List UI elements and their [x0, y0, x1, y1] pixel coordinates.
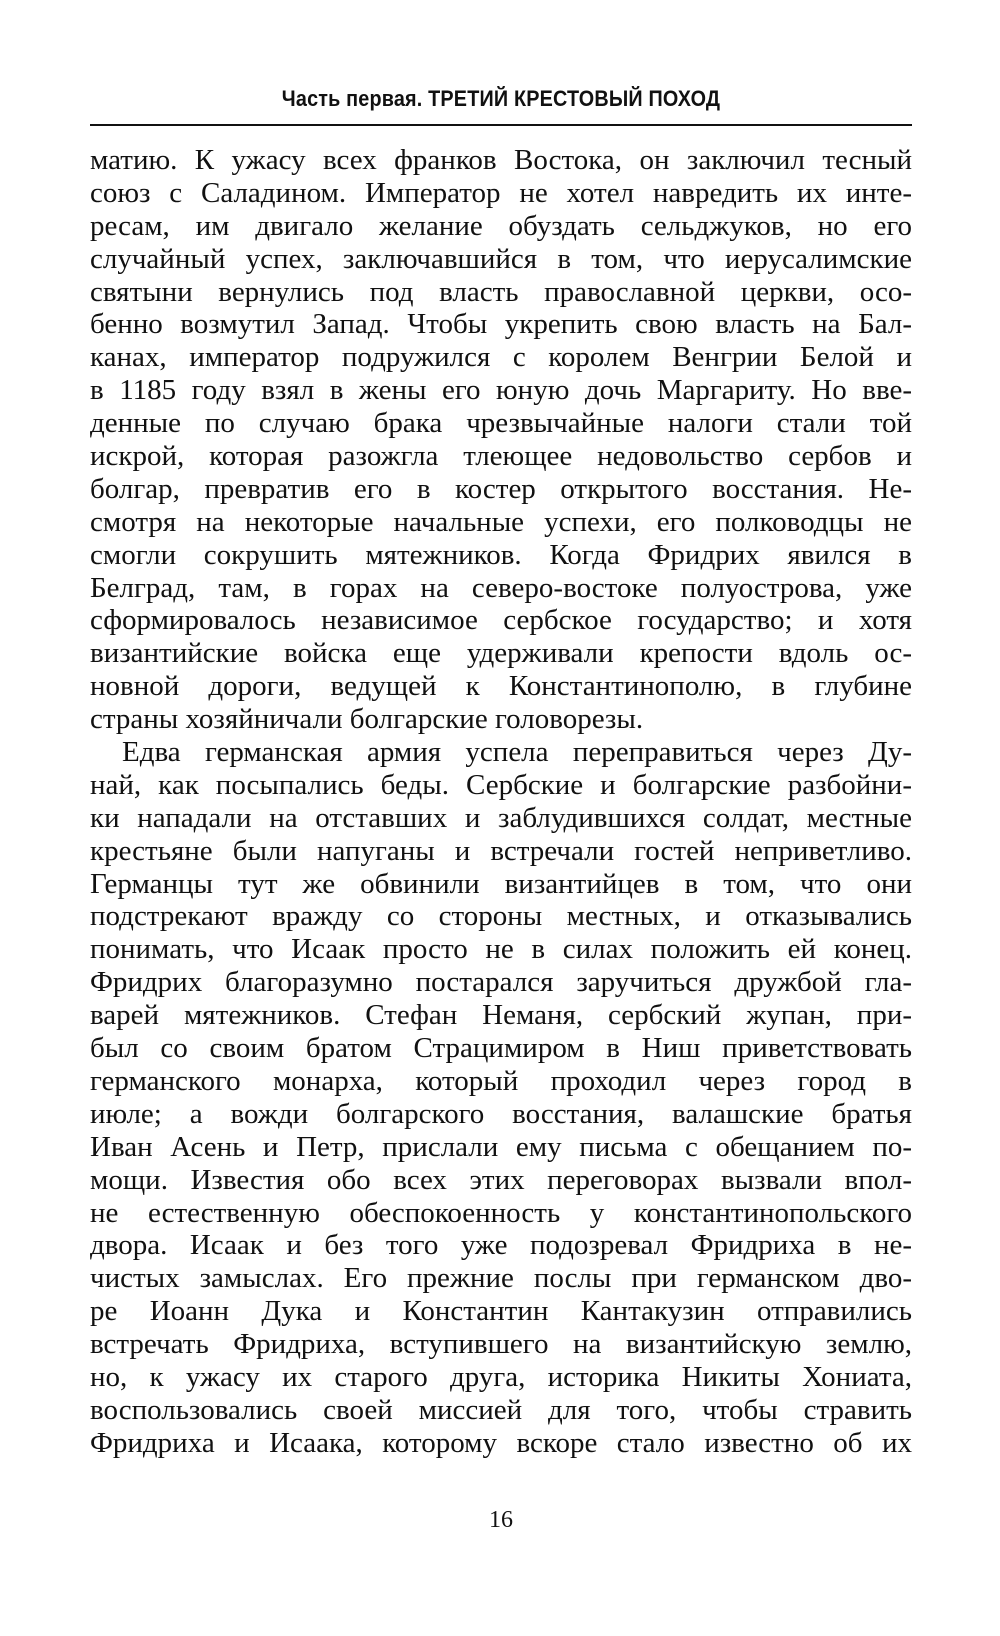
- text-line: двора. Исаак и без того уже подозревал Фридриха в не-: [90, 1229, 912, 1262]
- text-line: воспользовались своей миссией для того, чтобы стравить: [90, 1393, 912, 1426]
- text-line: ки нападали на отставших и заблудившихся солдат, местные: [90, 801, 912, 834]
- text-line: ресам, им двигало желание обуздать сельджуков, но его: [90, 209, 912, 242]
- running-header: Часть первая. ТРЕТИЙ КРЕСТОВЫЙ ПОХОД: [281, 86, 721, 111]
- text-line: Едва германская армия успела переправиться через Ду-: [122, 736, 912, 769]
- text-line: бенно возмутил Запад. Чтобы укрепить свою власть на Бал-: [90, 308, 912, 341]
- text-line: Фридриха и Исаака, которому вскоре стало известно об их: [90, 1426, 912, 1459]
- text-line: канах, император подружился с королем Венгрии Белой и: [90, 341, 912, 374]
- text-line: Иван Асень и Петр, прислали ему письма с обещанием по-: [90, 1130, 912, 1163]
- page-number: 16: [489, 1507, 513, 1533]
- text-line: крестьяне были напуганы и встречали гостей неприветливо.: [90, 834, 912, 867]
- header-rule: [90, 124, 912, 126]
- text-line: июле; а вожди болгарского восстания, валашские братья: [90, 1097, 912, 1130]
- text-line: встречать Фридриха, вступившего на византийскую землю,: [90, 1328, 912, 1361]
- text-line: Фридрих благоразумно постарался заручиться дружбой гла-: [90, 966, 912, 999]
- paragraph-1: [90, 144, 912, 736]
- text-line: мощи. Известия обо всех этих переговорах вызвали впол-: [90, 1163, 912, 1196]
- text-line: подстрекают вражду со стороны местных, и отказывались: [90, 900, 912, 933]
- text-line: страны хозяйничали болгарские головорезы.: [90, 703, 644, 736]
- text-line: смогли сокрушить мятежников. Когда Фридрих явился в: [90, 538, 912, 571]
- text-line: новной дороги, ведущей к Константинополю, в глубине: [90, 670, 912, 703]
- paragraph-2: [90, 736, 912, 1460]
- text-line: Германцы тут же обвинили византийцев в том, что они: [90, 867, 912, 900]
- text-line: союз с Саладином. Император не хотел навредить их инте-: [90, 176, 912, 209]
- text-line: случайный успех, заключавшийся в том, что иерусалимские: [90, 242, 912, 275]
- text-line: сформировалось независимое сербское государство; и хотя: [90, 604, 912, 637]
- text-line: болгар, превратив его в костер открытого восстания. Не-: [90, 472, 912, 505]
- text-line: византийские войска еще удерживали крепости вдоль ос-: [90, 637, 912, 670]
- body-text: [90, 144, 912, 1460]
- text-line: Белград, там, в горах на северо-востоке полуострова, уже: [90, 571, 912, 604]
- text-line: понимать, что Исаак просто не в силах положить ей конец.: [90, 933, 912, 966]
- text-line: денные по случаю брака чрезвычайные налоги стали той: [90, 407, 912, 440]
- text-line: в 1185 году взял в жены его юную дочь Маргариту. Но вве-: [90, 374, 912, 407]
- text-line: смотря на некоторые начальные успехи, его полководцы не: [90, 505, 912, 538]
- text-line: искрой, которая разожгла тлеющее недовольство сербов и: [90, 440, 912, 473]
- text-line: матию. К ужасу всех франков Востока, он заключил тесный: [90, 144, 912, 176]
- text-line: ре Иоанн Дука и Константин Кантакузин отправились: [90, 1295, 912, 1328]
- text-line: чистых замыслах. Его прежние послы при германском дво-: [90, 1262, 912, 1295]
- text-line: не естественную обеспокоенность у константинопольского: [90, 1196, 912, 1229]
- text-line: варей мятежников. Стефан Неманя, сербский жупан, при-: [90, 999, 912, 1032]
- text-line: германского монарха, который проходил через город в: [90, 1064, 912, 1097]
- text-line: был со своим братом Страцимиром в Ниш приветствовать: [90, 1032, 912, 1065]
- text-line: най, как посыпались беды. Сербские и болгарские разбойни-: [90, 768, 912, 801]
- text-line: святыни вернулись под власть православной церкви, осо-: [90, 275, 912, 308]
- text-line: но, к ужасу их старого друга, историка Никиты Хониата,: [90, 1360, 912, 1393]
